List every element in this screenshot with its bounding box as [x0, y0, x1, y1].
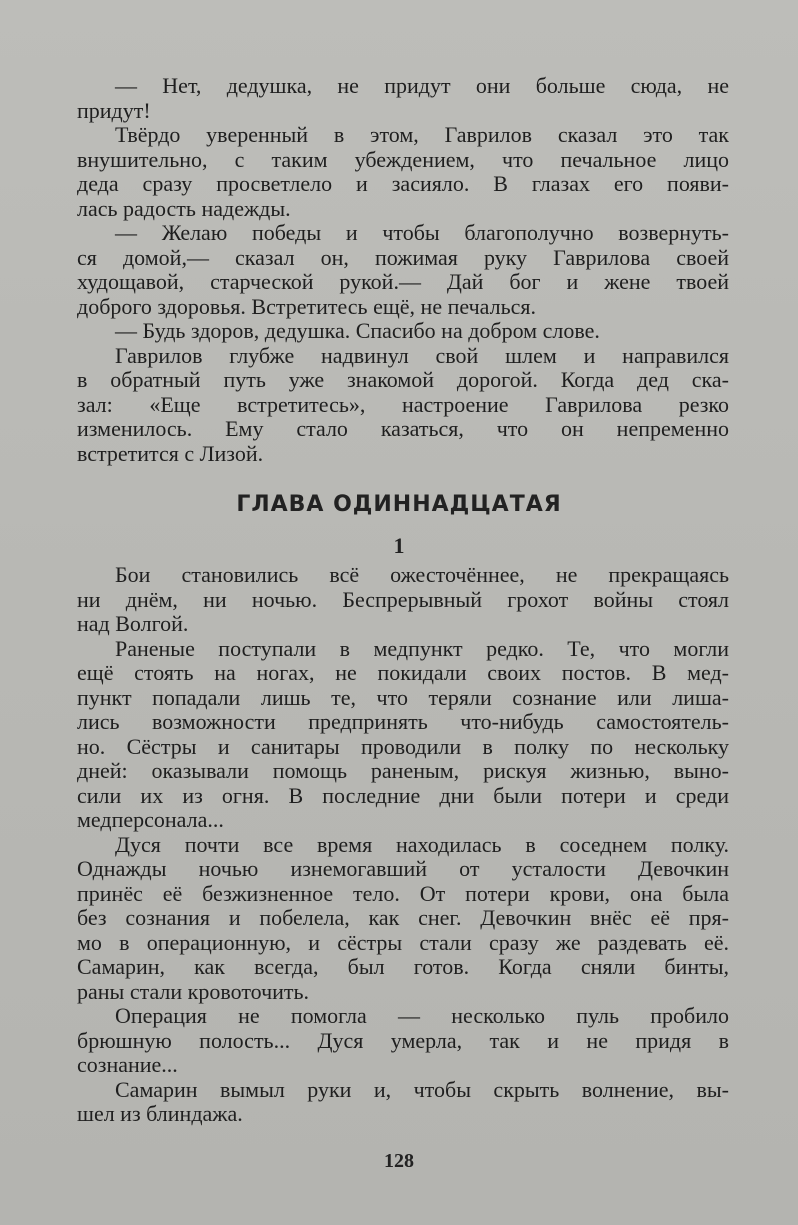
- text-line: изменилось. Ему стало казаться, что он непременно: [77, 416, 729, 441]
- text-line: Твёрдо уверенный в этом, Гаврилов сказал это так: [115, 122, 729, 147]
- text-line: шел из блиндажа.: [77, 1101, 243, 1126]
- text-line: мо в операционную, и сёстры стали сразу же раздевать её.: [77, 929, 729, 955]
- text-line: — Нет, дедушка, не придут они больше сюда, не: [115, 73, 729, 98]
- text-line: Раненые поступали в медпункт редко. Те, что могли: [115, 635, 729, 661]
- text-line: принёс её безжизненное тело. От потери крови, она была: [77, 880, 729, 906]
- text-line: ся домой,— сказал он, пожимая руку Гаврилова своей: [77, 244, 729, 270]
- text-line: но. Сёстры и санитары проводили в полку по нескольку: [77, 733, 729, 759]
- text-line: встретится с Лизой.: [77, 440, 264, 466]
- text-line: — Желаю победы и чтобы благополучно возвернуть-: [115, 220, 729, 245]
- text-line: Самарин, как всегда, был готов. Когда сняли бинты,: [77, 954, 729, 979]
- text-line: худощавой, старческой рукой.— Дай бог и жене твоей: [77, 269, 729, 294]
- text-line: медперсонала...: [77, 807, 224, 832]
- text-line: зал: «Еще встретитесь», настроение Гаврилова резко: [77, 391, 729, 417]
- text-line: дней: оказывали помощь раненым, рискуя жизнью, выно-: [77, 758, 729, 783]
- text-block-bottom: [77, 563, 729, 1127]
- text-line: без сознания и побелела, как снег. Девочкин внёс её пря-: [77, 905, 729, 930]
- text-line: Гаврилов глубже надвинул свой шлем и направился: [115, 342, 729, 368]
- text-line: брюшную полость... Дуся умерла, так и не придя в: [77, 1027, 729, 1053]
- text-line: Самарин вымыл руки и, чтобы скрыть волнение, вы-: [115, 1076, 729, 1102]
- text-line: пункт попадали лишь те, что теряли сознание или лиша-: [77, 684, 729, 710]
- text-line: сили их из огня. В последние дни были потери и среди: [77, 782, 729, 808]
- chapter-title: ГЛАВА ОДИННАДЦАТАЯ: [236, 492, 562, 517]
- section-number: 1: [393, 533, 405, 558]
- text-block-top: [77, 74, 729, 466]
- text-line: сознание...: [77, 1052, 178, 1077]
- text-line: внушительно, с таким убеждением, что печальное лицо: [77, 146, 729, 172]
- text-line: Дуся почти все время находилась в соседнем полку.: [115, 831, 729, 857]
- page-number: 128: [384, 1150, 414, 1172]
- text-line: лась радость надежды.: [77, 195, 291, 221]
- text-line: придут!: [77, 97, 151, 123]
- text-line: ни днём, ни ночью. Беспрерывный грохот войны стоял: [77, 586, 729, 612]
- text-line: деда сразу просветлело и засияло. В глазах его появи-: [77, 171, 729, 196]
- text-line: лись возможности предпринять что-нибудь самостоятель-: [77, 709, 729, 734]
- text-line: раны стали кровоточить.: [77, 978, 310, 1004]
- text-line: — Будь здоров, дедушка. Спасибо на добром слове.: [115, 318, 600, 343]
- text-line: в обратный путь уже знакомой дорогой. Когда дед ска-: [77, 367, 729, 392]
- text-line: Однажды ночью изнемогавший от усталости Девочкин: [77, 856, 729, 881]
- text-line: ещё стоять на ногах, не покидали своих постов. В мед-: [77, 660, 729, 685]
- text-line: над Волгой.: [77, 611, 189, 636]
- text-line: доброго здоровья. Встретитесь ещё, не печалься.: [77, 293, 537, 319]
- text-line: Бои становились всё ожесточённее, не прекращаясь: [115, 562, 729, 587]
- text-line: Операция не помогла — несколько пуль пробило: [115, 1003, 729, 1028]
